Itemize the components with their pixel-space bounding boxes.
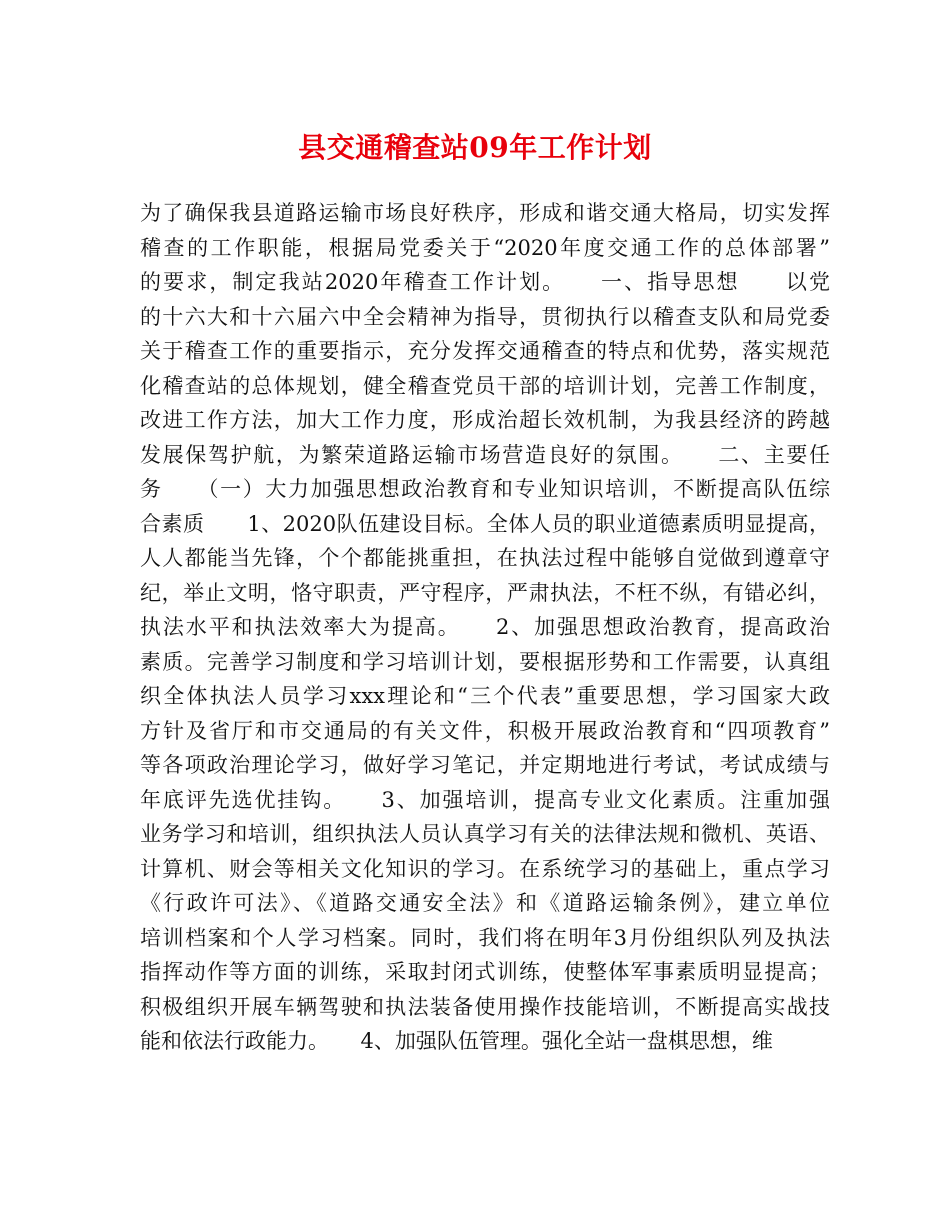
body-line: 业务学习和培训，组织执法人员认真学习有关的法律法规和微机、英语、: [140, 822, 830, 846]
body-line: 为了确保我县道路运输市场良好秩序，形成和谐交通大格局，切实发挥: [140, 201, 830, 225]
body-line: 务 （一）大力加强思想政治教育和专业知识培训，不断提高队伍综: [140, 477, 830, 501]
body-line: 化稽查站的总体规划，健全稽查党员干部的培训计划，完善工作制度，: [140, 373, 830, 398]
body-line: 素质。完善学习制度和学习培训计划，要根据形势和工作需要，认真组: [140, 649, 830, 674]
body-line: 改进工作方法，加大工作力度，形成治超长效机制，为我县经济的跨越: [140, 408, 830, 432]
body-line: 合素质 1、2020队伍建设目标。全体人员的职业道德素质明显提高，: [140, 511, 830, 536]
body-line: 纪，举止文明，恪守职责，严守程序，严肃执法，不枉不纵，有错必纠，: [140, 580, 830, 605]
document-body: [140, 196, 830, 1059]
body-line: 方针及省厅和市交通局的有关文件，积极开展政治教育和“四项教育”: [140, 718, 830, 743]
body-line: 《行政许可法》、《道路交通安全法》和《道路运输条例》，建立单位: [140, 891, 830, 915]
body-line: 能和依法行政能力。 4、加强队伍管理。强化全站一盘棋思想，维: [140, 1029, 773, 1053]
body-line: 等各项政治理论学习，做好学习笔记，并定期地进行考试，考试成绩与: [140, 753, 830, 777]
body-line: 织全体执法人员学习xxx理论和“三个代表”重要思想，学习国家大政: [140, 684, 830, 708]
document-title: 县交通稽查站09年工作计划: [298, 131, 652, 164]
body-line: 积极组织开展车辆驾驶和执法装备使用操作技能培训，不断提高实战技: [140, 994, 830, 1019]
body-line: 人人都能当先锋，个个都能挑重担，在执法过程中能够自觉做到遵章守: [140, 546, 830, 570]
body-line: 的要求，制定我站2020年稽查工作计划。 一、指导思想 以党: [140, 270, 830, 294]
body-line: 培训档案和个人学习档案。同时，我们将在明年3月份组织队列及执法: [140, 925, 830, 950]
body-line: 关于稽查工作的重要指示，充分发挥交通稽查的特点和优势，落实规范: [140, 339, 830, 363]
body-line: 的十六大和十六届六中全会精神为指导，贯彻执行以稽查支队和局党委: [140, 304, 830, 329]
body-line: 稽查的工作职能，根据局党委关于“2020年度交通工作的总体部署”: [140, 235, 830, 260]
body-line: 指挥动作等方面的训练，采取封闭式训练，使整体军事素质明显提高；: [140, 960, 830, 984]
body-line: 年底评先选优挂钩。 3、加强培训，提高专业文化素质。注重加强: [140, 787, 830, 812]
body-line: 计算机、财会等相关文化知识的学习。在系统学习的基础上，重点学习: [140, 856, 830, 881]
body-line: 发展保驾护航，为繁荣道路运输市场营造良好的氛围。 二、主要任: [140, 442, 830, 467]
body-line: 执法水平和执法效率大为提高。 2、加强思想政治教育，提高政治: [140, 615, 830, 639]
